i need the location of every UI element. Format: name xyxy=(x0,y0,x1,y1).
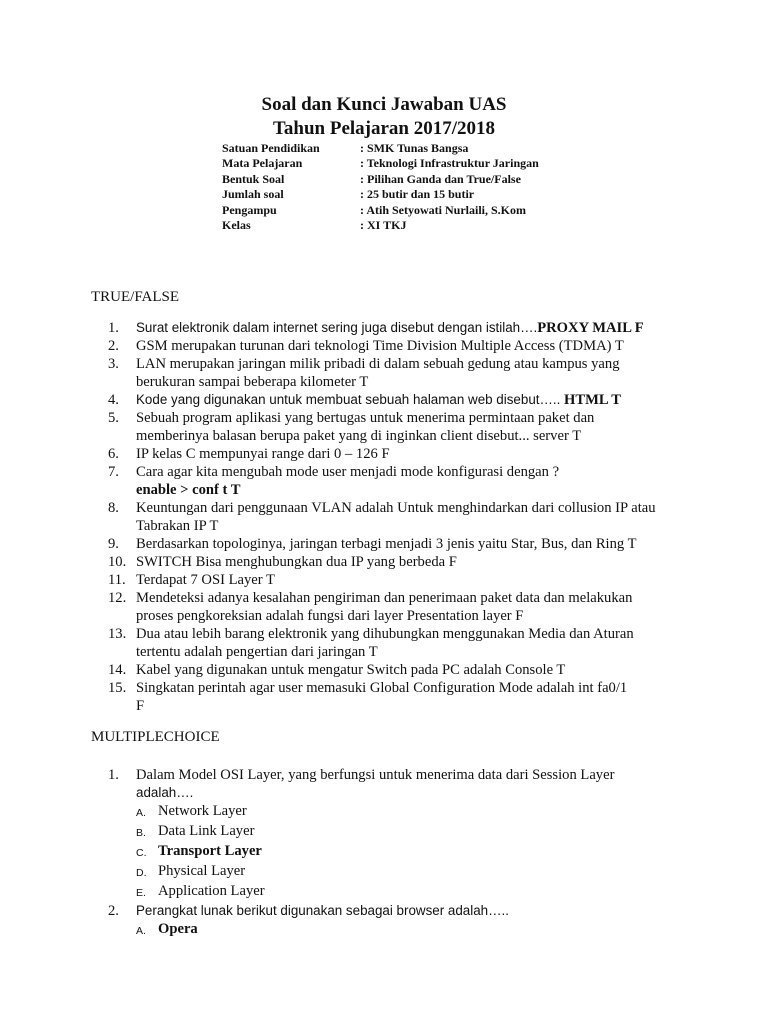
question-text xyxy=(136,499,688,535)
meta-key: Mata Pelajaran xyxy=(222,156,303,171)
question-item xyxy=(108,589,688,625)
question-text-line: Cara agar kita mengubah mode user menjadi mode konfigurasi dengan ? xyxy=(136,464,560,480)
question-number: 14. xyxy=(108,662,127,678)
question-text xyxy=(136,902,688,920)
question-number: 3. xyxy=(108,356,119,372)
question-number: 12. xyxy=(108,590,127,606)
option-letter: A. xyxy=(136,925,146,937)
question-item xyxy=(108,553,688,571)
question-text-line2: tertentu adalah pengertian dari jaringan T xyxy=(136,644,378,660)
option-text: Application Layer xyxy=(158,883,265,899)
option-item xyxy=(136,862,688,882)
option-letter: A. xyxy=(136,807,146,819)
question-text xyxy=(136,463,688,499)
question-text-line: IP kelas C mempunyai range dari 0 – 126 F xyxy=(136,446,390,462)
option-item xyxy=(136,822,688,842)
meta-key: Kelas xyxy=(222,218,251,233)
question-number: 15. xyxy=(108,680,127,696)
question-text-line2: memberinya balasan berupa paket yang di inginkan client disebut... server T xyxy=(136,428,582,444)
meta-value: : 25 butir dan 15 butir xyxy=(360,187,475,202)
question-text-line2: enable > conf t T xyxy=(136,482,241,498)
question-text-line: Berdasarkan topologinya, jaringan terbagi menjadi 3 jenis yaitu Star, Bus, dan Ring T xyxy=(136,536,637,552)
question-number: 9. xyxy=(108,536,119,552)
question-text-line2: F xyxy=(136,698,145,714)
meta-row xyxy=(222,187,539,202)
question-number: 8. xyxy=(108,500,119,516)
question-number: 11. xyxy=(108,572,126,588)
question-number: 13. xyxy=(108,626,127,642)
question-text-line: Dua atau lebih barang elektronik yang dihubungkan menggunakan Media dan Aturan xyxy=(136,626,634,642)
meta-key: Bentuk Soal xyxy=(222,171,285,186)
question-number: 2. xyxy=(108,338,119,354)
meta-row xyxy=(222,141,539,156)
question-item xyxy=(108,571,688,589)
option-text: Physical Layer xyxy=(158,863,246,879)
question-text-line: Mendeteksi adanya kesalahan pengiriman dan penerimaan paket data dan melakukan xyxy=(136,590,633,606)
question-item xyxy=(108,499,688,535)
meta-value: : SMK Tunas Bangsa xyxy=(360,141,469,155)
question-item xyxy=(108,661,688,679)
meta-value: : Pilihan Ganda dan True/False xyxy=(360,171,521,186)
question-number: 5. xyxy=(108,410,119,426)
question-text-line: Singkatan perintah agar user memasuki Global Configuration Mode adalah int fa0/1 xyxy=(136,680,628,696)
option-item xyxy=(136,802,688,822)
option-item xyxy=(136,920,688,940)
question-text-line2: adalah…. xyxy=(136,785,194,800)
option-item xyxy=(136,842,688,862)
option-text: Data Link Layer xyxy=(158,823,255,839)
option-letter: B. xyxy=(136,827,146,839)
answer-key: HTML T xyxy=(564,392,621,408)
question-item xyxy=(108,766,688,802)
option-letter: E. xyxy=(136,887,146,899)
question-text xyxy=(136,445,688,463)
question-text xyxy=(136,319,688,337)
question-text-line: Kabel yang digunakan untuk mengatur Switch pada PC adalah Console T xyxy=(136,662,566,678)
question-text xyxy=(136,571,688,589)
options-list xyxy=(136,802,688,902)
question-item xyxy=(108,391,688,409)
question-text-line: LAN merupakan jaringan milik pribadi di dalam sebuah gedung atau kampus yang xyxy=(136,356,620,372)
multiplechoice-heading: MULTIPLECHOICE xyxy=(91,729,220,745)
question-item xyxy=(108,355,688,391)
question-text xyxy=(136,625,688,661)
meta-table xyxy=(222,141,539,233)
option-letter: D. xyxy=(136,867,147,879)
document-title: Soal dan Kunci Jawaban UAS xyxy=(261,94,507,115)
question-item xyxy=(108,319,688,337)
question-item xyxy=(108,902,688,920)
question-text-line: GSM merupakan turunan dari teknologi Time Division Multiple Access (TDMA) T xyxy=(136,338,624,354)
question-number: 1. xyxy=(108,320,119,336)
question-number: 6. xyxy=(108,446,119,462)
question-number: 7. xyxy=(108,464,119,480)
question-item xyxy=(108,463,688,499)
question-text xyxy=(136,355,688,391)
answer-key: PROXY MAIL F xyxy=(537,320,644,336)
question-text xyxy=(136,391,688,409)
question-text-line2: proses pengkoreksian adalah fungsi dari layer Presentation layer F xyxy=(136,608,524,624)
question-text-line2: Tabrakan IP T xyxy=(136,518,219,534)
meta-row xyxy=(222,218,539,233)
question-item xyxy=(108,409,688,445)
question-text-line: SWITCH Bisa menghubungkan dua IP yang berbeda F xyxy=(136,554,457,570)
meta-row xyxy=(222,203,539,218)
question-text xyxy=(136,661,688,679)
meta-key: Jumlah soal xyxy=(222,187,284,202)
document-subtitle: Tahun Pelajaran 2017/2018 xyxy=(272,118,496,139)
question-item xyxy=(108,337,688,355)
question-text xyxy=(136,535,688,553)
option-item xyxy=(136,882,688,902)
question-text-line: Perangkat lunak berikut digunakan sebagai browser adalah….. xyxy=(136,903,509,918)
question-number: 10. xyxy=(108,554,127,570)
question-text-line2: berukuran sampai beberapa kilometer T xyxy=(136,374,369,390)
question-text-line: Terdapat 7 OSI Layer T xyxy=(136,572,275,588)
question-number: 1. xyxy=(108,767,119,783)
question-text-line: Surat elektronik dalam internet sering juga disebut dengan istilah…. xyxy=(136,320,538,335)
question-item xyxy=(108,625,688,661)
truefalse-heading: TRUE/FALSE xyxy=(91,289,180,305)
multiplechoice-list xyxy=(108,766,688,940)
question-item xyxy=(108,445,688,463)
meta-value: : XI TKJ xyxy=(360,218,407,233)
meta-row xyxy=(222,172,539,187)
meta-value: : Teknologi Infrastruktur Jaringan xyxy=(360,156,539,171)
question-text xyxy=(136,337,688,355)
question-text xyxy=(136,409,688,445)
question-number: 2. xyxy=(108,903,119,919)
question-item xyxy=(108,535,688,553)
option-text: Opera xyxy=(158,921,198,937)
meta-value: : Atih Setyowati Nurlaili, S.Kom xyxy=(360,202,527,217)
question-item xyxy=(108,679,688,715)
question-text xyxy=(136,679,688,715)
meta-key: Satuan Pendidikan xyxy=(222,141,320,155)
option-text: Transport Layer xyxy=(158,843,262,859)
meta-key: Pengampu xyxy=(222,202,277,217)
question-number: 4. xyxy=(108,392,119,408)
question-text xyxy=(136,553,688,571)
question-text-line: Sebuah program aplikasi yang bertugas untuk menerima permintaan paket dan xyxy=(136,410,595,426)
question-text-line: Dalam Model OSI Layer, yang berfungsi untuk menerima data dari Session Layer xyxy=(136,767,615,783)
option-letter: C. xyxy=(136,847,147,859)
question-text-line: Keuntungan dari penggunaan VLAN adalah Untuk menghindarkan dari collusion IP atau xyxy=(136,500,656,516)
option-text: Network Layer xyxy=(158,803,247,819)
options-list xyxy=(136,920,688,940)
question-text xyxy=(136,589,688,625)
meta-row xyxy=(222,156,539,171)
truefalse-list xyxy=(108,319,688,715)
question-text-line: Kode yang digunakan untuk membuat sebuah halaman web disebut….. xyxy=(136,392,565,407)
question-text xyxy=(136,766,688,802)
